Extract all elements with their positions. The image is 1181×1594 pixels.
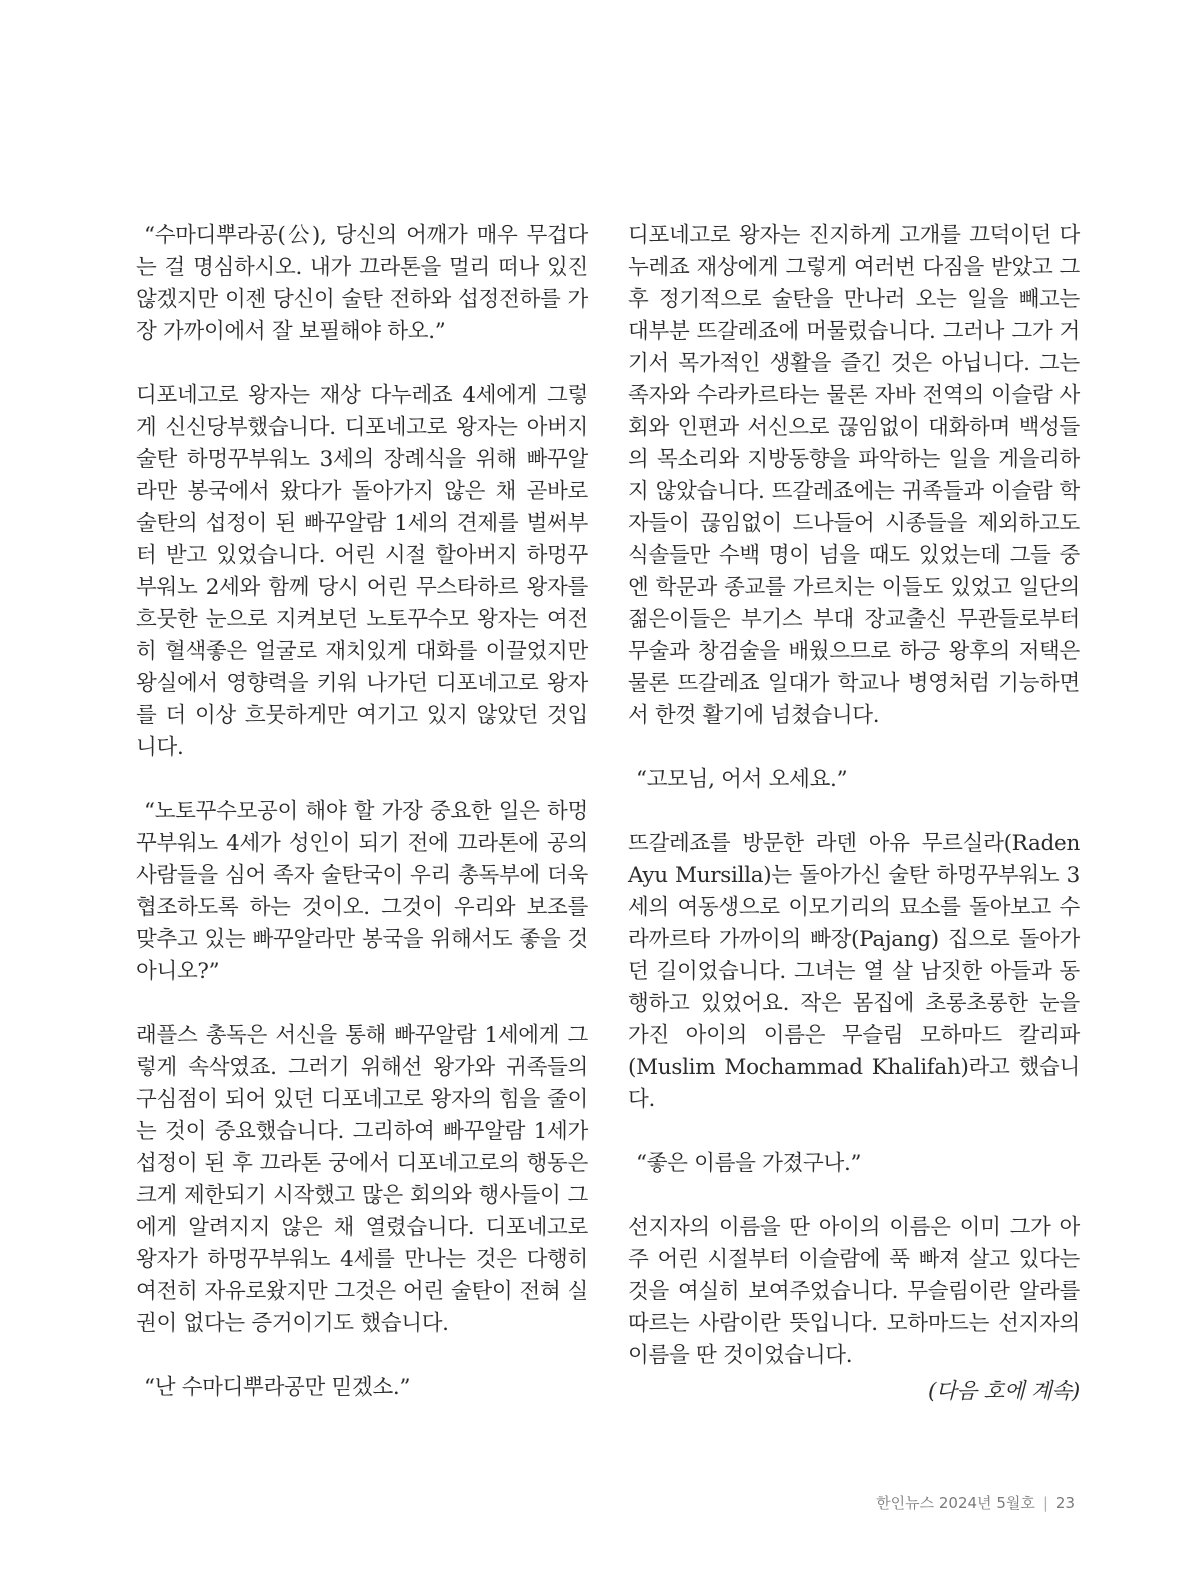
- footer-separator: |: [1042, 1494, 1048, 1512]
- paragraph-body: 뜨갈레죠를 방문한 라덴 아유 무르실라(Raden Ayu Mursilla)는 돌아가신 술탄 하멍꾸부워노 3세의 여동생으로 이모기리의 묘소를 돌아보고 수라까르타 가까이의 빠장(Pajang) 집으로 돌아가던 길이었습니다. 그녀는 열 살 남짓한 아들과 동행하고 있었어요. 작은 몸집에 초롱초롱한 눈을 가진 아이의 이름은 무슬림 모하마드 칼리파(Muslim Mochammad Khalifah)라고 했습니다.: [628, 831, 1080, 1112]
- right-column: [628, 220, 1080, 1408]
- paragraph-body: 디포네고로 왕자는 진지하게 고개를 끄덕이던 다누레죠 재상에게 그렇게 여러번 다짐을 받았고 그 후 정기적으로 술탄을 만나러 오는 일을 빼고는 대부분 뜨갈레죠에 머물렀습니다. 그러나 그가 거기서 목가적인 생활을 즐긴 것은 아닙니다. 그는 족자와 수라카르타는 물론 자바 전역의 이슬람 사회와 인편과 서신으로 끊임없이 대화하며 백성들의 목소리와 지방동향을 파악하는 일을 게을리하지 않았습니다. 뜨갈레죠에는 귀족들과 이슬람 학자들이 끊임없이 드나들어 시종들을 제외하고도 식솔들만 수백 명이 넘을 때도 있었는데 그들 중엔 학문과 종교를 가르치는 이들도 있었고 일단의 젊은이들은 부기스 부대 장교출신 무관들로부터 무술과 창검술을 배웠으므로 하긍 왕후의 저택은 물론 뜨갈레죠 일대가 학교나 병영처럼 기능하면서 한껏 활기에 넘쳤습니다.: [628, 223, 1080, 728]
- paragraph-quote: “좋은 이름을 가졌구나.”: [636, 1151, 862, 1176]
- page-footer: [876, 1492, 1075, 1513]
- paragraph-body: 선지자의 이름을 딴 아이의 이름은 이미 그가 아주 어린 시절부터 이슬람에 푹 빠져 살고 있다는 것을 여실히 보여주었습니다. 무슬림이란 알라를 따르는 사람이란 뜻입니다. 모하마드는 선지자의 이름을 딴 것이었습니다.: [628, 1215, 1080, 1368]
- publication-name: 한인뉴스 2024년 5월호: [876, 1494, 1035, 1512]
- continuation-note: (다음 호에 계속): [927, 1379, 1080, 1404]
- paragraph-quote: “고모님, 어서 오세요.”: [636, 767, 848, 792]
- paragraph-quote: “노토꾸수모공이 해야 할 가장 중요한 일은 하멍꾸부워노 4세가 성인이 되기 전에 끄라톤에 공의 사람들을 심어 족자 술탄국이 우리 총독부에 더욱 협조하도록 하는 것이오. 그것이 우리와 보조를 맞추고 있는 빠꾸알라만 봉국을 위해서도 좋을 것 아니오?”: [136, 799, 588, 984]
- page-number: 23: [1055, 1494, 1075, 1512]
- paragraph-quote: “난 수마디뿌라공만 믿겠소.”: [144, 1375, 411, 1400]
- left-column: [136, 220, 588, 1436]
- paragraph-quote: “수마디뿌라공(公), 당신의 어깨가 매우 무겁다는 걸 명심하시오. 내가 끄라톤을 멀리 떠나 있진 않겠지만 이젠 당신이 술탄 전하와 섭정전하를 가장 가까이에서 잘 보필해야 하오.”: [136, 223, 588, 344]
- paragraph-body: 래플스 총독은 서신을 통해 빠꾸알람 1세에게 그렇게 속삭였죠. 그러기 위해선 왕가와 귀족들의 구심점이 되어 있던 디포네고로 왕자의 힘을 줄이는 것이 중요했습니다. 그리하여 빠꾸알람 1세가 섭정이 된 후 끄라톤 궁에서 디포네고로의 행동은 크게 제한되기 시작했고 많은 회의와 행사들이 그에게 알려지지 않은 채 열렸습니다. 디포네고로 왕자가 하멍꾸부워노 4세를 만나는 것은 다행히 여전히 자유로왔지만 그것은 어린 술탄이 전혀 실권이 없다는 증거이기도 했습니다.: [136, 1023, 588, 1336]
- paragraph-body: 디포네고로 왕자는 재상 다누레죠 4세에게 그렇게 신신당부했습니다. 디포네고로 왕자는 아버지 술탄 하멍꾸부워노 3세의 장례식을 위해 빠꾸알라만 봉국에서 왔다가 돌아가지 않은 채 곧바로 술탄의 섭정이 된 빠꾸알람 1세의 견제를 벌써부터 받고 있었습니다. 어린 시절 할아버지 하멍꾸부워노 2세와 함께 당시 어린 무스타하르 왕자를 흐뭇한 눈으로 지켜보던 노토꾸수모 왕자는 여전히 혈색좋은 얼굴로 재치있게 대화를 이끌었지만 왕실에서 영향력을 키워 나가던 디포네고로 왕자를 더 이상 흐뭇하게만 여기고 있지 않았던 것입니다.: [136, 383, 588, 760]
